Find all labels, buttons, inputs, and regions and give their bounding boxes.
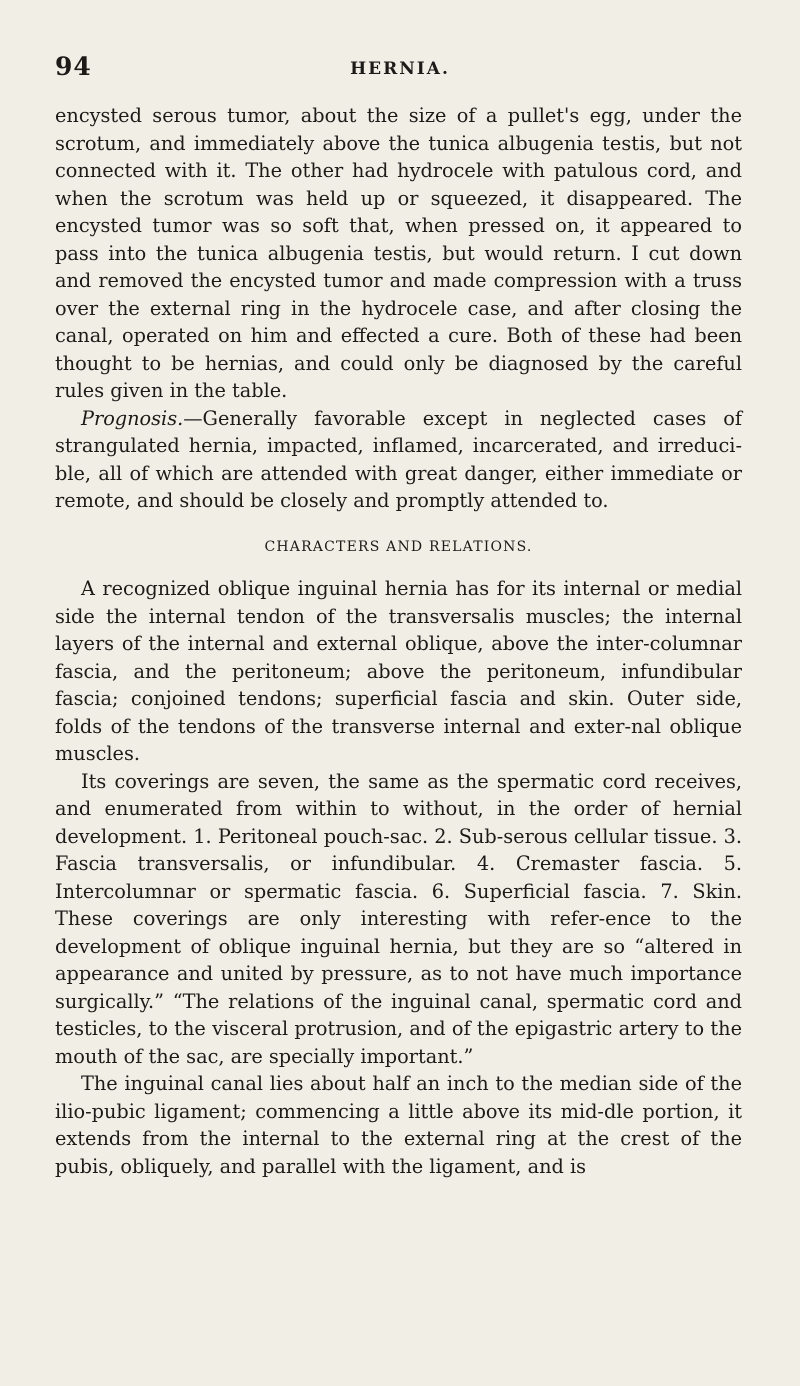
page-header	[55, 52, 745, 92]
body-text	[55, 102, 742, 1180]
page-number: 94	[55, 52, 92, 81]
paragraph-relations: A recognized oblique inguinal hernia has for its internal or medial side the internal tendon of the transversalis muscles; the internal layers of the internal and external oblique, above the inter-columnar fascia, and the peritoneum; above the peritoneum, infundibular fascia; conjoined tendons; superficial fascia and skin. Outer side, folds of the tendons of the transverse internal and exter-nal oblique muscles.	[55, 577, 742, 765]
paragraph-coverings: Its coverings are seven, the same as the spermatic cord receives, and enumerated from within to without, in the order of hernial development. 1. Peritoneal pouch-sac. 2. Sub-serous cellular tissue. 3. Fascia transversalis, or infundibular. 4. Cremaster fascia. 5. Intercolumnar or spermatic fascia. 6. Superficial fascia. 7. Skin. These coverings are only interesting with refer-ence to the development of oblique inguinal hernia, but they are so “altered in appearance and united by pressure, as to not have much importance surgically.” “The relations of the inguinal canal, spermatic cord and testicles, to the visceral protrusion, and of the epigastric artery to the mouth of the sac, are specially important.”	[55, 769, 742, 1068]
paragraph-inguinal-canal: The inguinal canal lies about half an inch to the median side of the ilio-pubic ligament; commencing a little above its mid-dle portion, it extends from the internal to the external ring at the crest of the pubis, obliquely, and parallel with the ligament, and is	[55, 1072, 742, 1178]
paragraph-prognosis	[55, 405, 742, 515]
running-head: HERNIA.	[350, 59, 450, 79]
prognosis-label: Prognosis.	[81, 406, 184, 430]
prognosis-text: —Generally favorable except in neglected cases of strangulated hernia, impacted, inflamed, incarcerated, and irreduci-ble, all of which are attended with great danger, either immediate or remote, and should be closely and promptly attended to.	[55, 406, 742, 512]
paragraph-continued: encysted serous tumor, about the size of a pullet's egg, under the scrotum, and immediately above the tunica albugenia testis, but not connected with it. The other had hydrocele with patulous cord, and when the scrotum was held up or squeezed, it disappeared. The encysted tumor was so soft that, when pressed on, it appeared to pass into the tunica albugenia testis, but would return. I cut down and removed the encysted tumor and made compression with a truss over the external ring in the hydrocele case, and after closing the canal, operated on him and effected a cure. Both of these had been thought to be hernias, and could only be diagnosed by the careful rules given in the table.	[55, 104, 742, 402]
section-heading: CHARACTERS AND RELATIONS.	[264, 538, 533, 555]
